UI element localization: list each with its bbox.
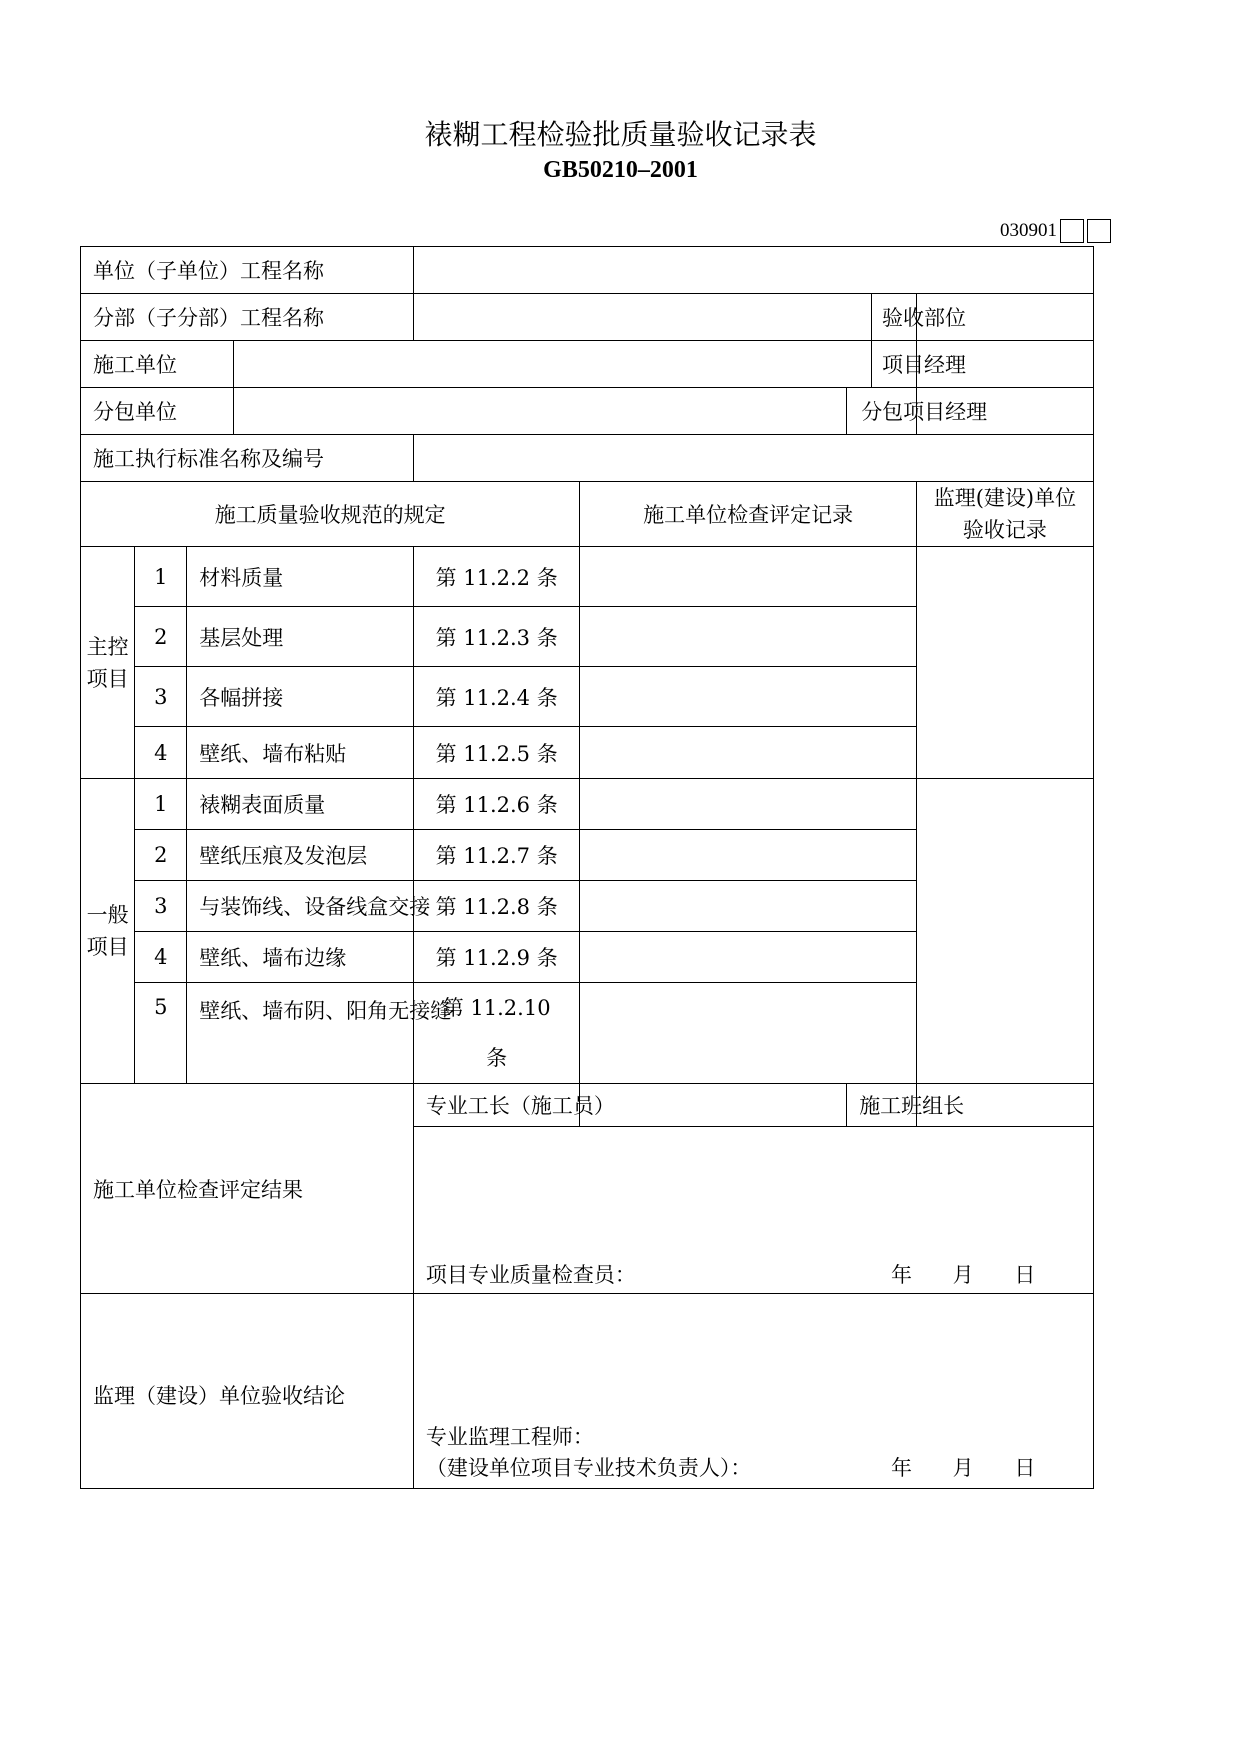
- foreman-label: 专业工长（施工员）: [413, 1084, 579, 1127]
- standard-code: GB50210–2001: [543, 157, 698, 183]
- main-supervision-field[interactable]: [916, 547, 1093, 779]
- item-no: 4: [135, 727, 187, 779]
- foreman-field[interactable]: [580, 1084, 847, 1127]
- contractor-label: 施工单位: [81, 341, 234, 388]
- item-clause: 第 11.2.9 条: [413, 932, 579, 983]
- item-name: 裱糊表面质量: [187, 779, 414, 830]
- main-items-group-label: 主控项目: [81, 547, 135, 779]
- row-conclusion: [81, 1294, 1094, 1489]
- acceptance-form-table: [80, 246, 1094, 1489]
- conclusion-label: 监理（建设）单位验收结论: [81, 1294, 414, 1489]
- item-clause: 第 11.2.3 条: [413, 607, 579, 667]
- item-check-field[interactable]: [580, 667, 916, 727]
- item-name: 壁纸、墙布阴、阳角无接缝: [187, 983, 414, 1084]
- item-no: 3: [135, 881, 187, 932]
- engineer-label: 专业监理工程师：: [425, 1425, 594, 1449]
- row-unit-project: [81, 247, 1094, 294]
- inspector-label: 项目专业质量检查员：: [425, 1263, 636, 1287]
- item-name: 基层处理: [187, 607, 414, 667]
- sub-project-field[interactable]: [413, 294, 871, 341]
- contractor-field[interactable]: [234, 341, 872, 388]
- item-no: 3: [135, 667, 187, 727]
- subcontractor-label: 分包单位: [81, 388, 234, 435]
- conclusion-date: 年 月 日: [891, 1456, 1036, 1480]
- item-check-field[interactable]: [580, 881, 916, 932]
- item-name: 与装饰线、设备线盒交接: [187, 881, 414, 932]
- check-record-header: 施工单位检查评定记录: [580, 482, 916, 547]
- spec-header: 施工质量验收规范的规定: [81, 482, 580, 547]
- row-result-top: [81, 1084, 1094, 1127]
- item-check-field[interactable]: [580, 727, 916, 779]
- item-no: 5: [135, 983, 187, 1084]
- table-header-row: [81, 482, 1094, 547]
- item-check-field[interactable]: [580, 830, 916, 881]
- item-check-field[interactable]: [580, 547, 916, 607]
- row-sub-project: [81, 294, 1094, 341]
- sub-project-label: 分部（子分部）工程名称: [81, 294, 414, 341]
- project-manager-label: 项目经理: [871, 341, 916, 388]
- general-items-group-label: 一般项目: [81, 779, 135, 1084]
- item-check-field[interactable]: [580, 607, 916, 667]
- result-label: 施工单位检查评定结果: [81, 1084, 414, 1294]
- item-name: 各幅拼接: [187, 667, 414, 727]
- conclusion-signature-area[interactable]: [413, 1294, 1093, 1489]
- form-code-number: 030901: [1000, 220, 1057, 241]
- form-code-box-2[interactable]: [1087, 219, 1111, 243]
- team-leader-label: 施工班组长: [847, 1084, 917, 1127]
- row-standard: [81, 435, 1094, 482]
- acceptance-part-label: 验收部位: [871, 294, 916, 341]
- result-date: 年 月 日: [891, 1263, 1036, 1287]
- item-name: 壁纸、墙布边缘: [187, 932, 414, 983]
- item-name: 壁纸、墙布粘贴: [187, 727, 414, 779]
- item-no: 1: [135, 547, 187, 607]
- sub-project-manager-label: 分包项目经理: [847, 388, 917, 435]
- item-check-field[interactable]: [580, 779, 916, 830]
- item-no: 4: [135, 932, 187, 983]
- form-code-box-1[interactable]: [1060, 219, 1084, 243]
- item-name: 材料质量: [187, 547, 414, 607]
- item-clause: 第 11.2.7 条: [413, 830, 579, 881]
- standard-label: 施工执行标准名称及编号: [81, 435, 414, 482]
- form-title: 裱糊工程检验批质量验收记录表: [424, 118, 817, 151]
- supervision-record-header: 监理(建设)单位验收记录: [916, 482, 1093, 547]
- table-row: [81, 779, 1094, 830]
- form-code: [1000, 218, 1111, 244]
- unit-project-label: 单位（子单位）工程名称: [81, 247, 414, 294]
- item-no: 1: [135, 779, 187, 830]
- item-clause: 第 11.2.4 条: [413, 667, 579, 727]
- subcontractor-field[interactable]: [234, 388, 847, 435]
- standard-field[interactable]: [413, 435, 1093, 482]
- general-supervision-field[interactable]: [916, 779, 1093, 1084]
- item-clause: 第 11.2.5 条: [413, 727, 579, 779]
- item-clause: 第 11.2.6 条: [413, 779, 579, 830]
- tech-lead-label: （建设单位项目专业技术负责人）：: [425, 1456, 752, 1480]
- item-clause: 第 11.2.8 条: [413, 881, 579, 932]
- item-check-field[interactable]: [580, 983, 916, 1084]
- item-name: 壁纸压痕及发泡层: [187, 830, 414, 881]
- unit-project-field[interactable]: [413, 247, 1093, 294]
- item-clause: 第 11.2.10 条: [413, 983, 579, 1084]
- row-subcontractor: [81, 388, 1094, 435]
- row-contractor: [81, 341, 1094, 388]
- item-clause: 第 11.2.2 条: [413, 547, 579, 607]
- item-no: 2: [135, 607, 187, 667]
- item-no: 2: [135, 830, 187, 881]
- result-signature-area[interactable]: [413, 1127, 1093, 1294]
- item-check-field[interactable]: [580, 932, 916, 983]
- table-row: [81, 547, 1094, 607]
